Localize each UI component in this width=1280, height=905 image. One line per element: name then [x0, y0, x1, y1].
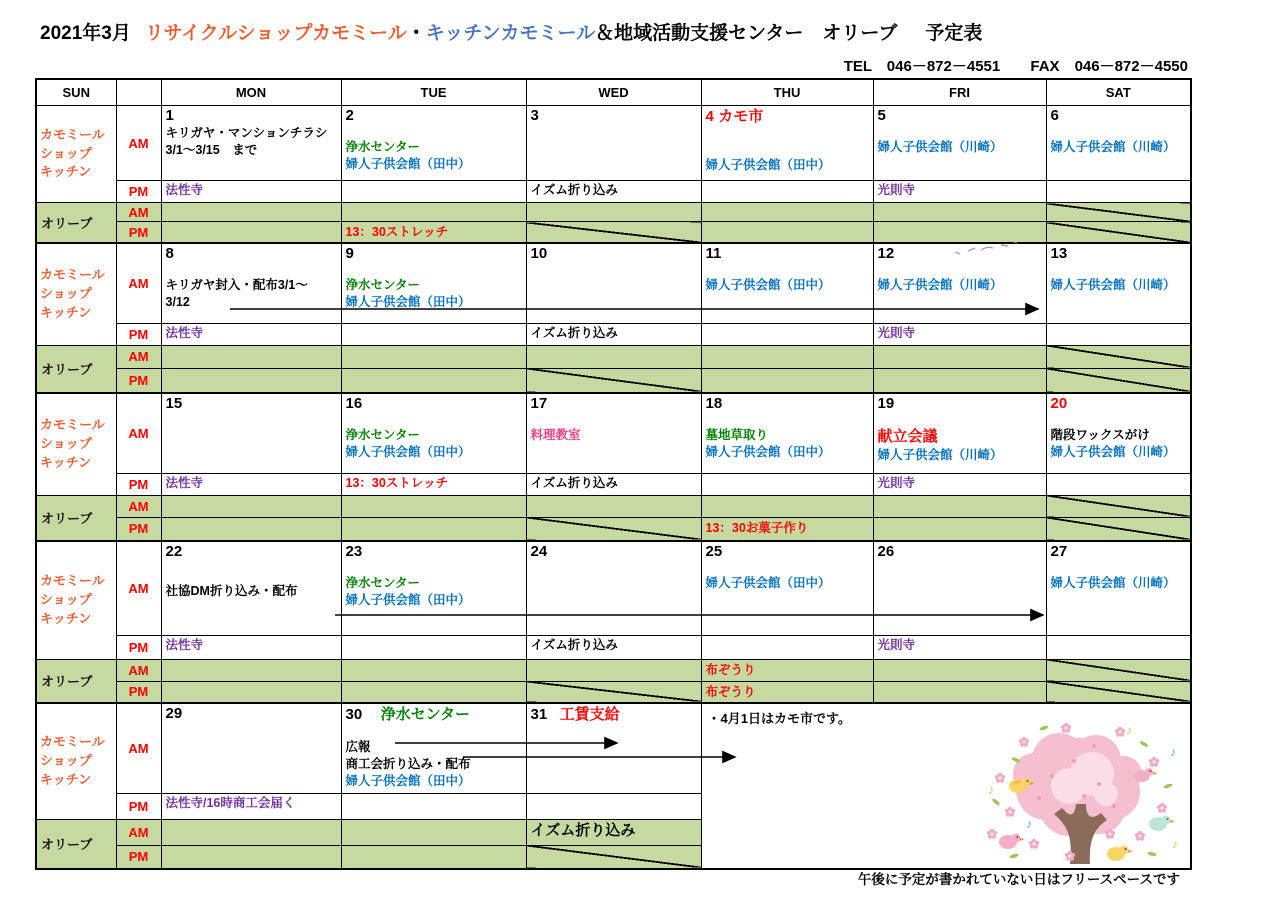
event-entry: イズム折り込み — [530, 475, 618, 490]
day-number: 17 — [530, 395, 548, 412]
event-entry: 法性寺/16時商工会届く — [165, 795, 296, 810]
cell-w5-wed-olive-pm-crossed — [526, 845, 701, 869]
pm-label: PM — [116, 473, 161, 495]
day-number: 29 — [165, 705, 183, 722]
event-entry: 13：30ストレッチ — [345, 225, 449, 239]
event-entry: 浄水センター — [345, 576, 421, 590]
cell-w1-wed-am — [526, 106, 701, 181]
cell-w1-thu-am — [701, 106, 873, 181]
day-number: 1 — [165, 107, 174, 124]
event-entry: 法性寺 — [165, 475, 204, 490]
cell-w2-fri-pm — [873, 323, 1046, 345]
am-label: AM — [116, 541, 161, 635]
cell-w3-mon-pm — [161, 473, 341, 495]
week3-pm-row — [36, 473, 1191, 495]
week2-olive-am-row — [36, 345, 1191, 368]
olive-label: オリーブ — [36, 659, 116, 703]
event-entry: 婦人子供会館（田中） — [345, 156, 471, 171]
title-month: 2021年3月 — [40, 23, 131, 44]
chamomile-label-line2: ショップ — [40, 435, 92, 451]
cell-w1-sat-olive-pm-crossed — [1046, 222, 1191, 244]
week5-am-row — [36, 703, 1191, 793]
cell-w3-tue-am — [341, 393, 526, 473]
cell-w4-fri-olive-pm — [873, 681, 1046, 703]
event-entry: 婦人子供会館（川崎） — [877, 140, 1003, 154]
day-number: 23 — [345, 543, 363, 560]
svg-text:♪: ♪ — [1170, 745, 1176, 759]
cell-w5-wed-pm — [526, 793, 701, 819]
day-number: 27 — [1050, 543, 1068, 560]
cell-w1-tue-olive-am — [341, 203, 526, 222]
week1-olive-am-row — [36, 203, 1191, 222]
cell-w4-mon-olive-pm — [161, 681, 341, 703]
cell-w1-mon-pm — [161, 181, 341, 203]
title-kitchen-name: キッチンカモミール — [425, 23, 596, 44]
title-center-name: ＆地域活動支援センター オリーブ — [595, 23, 898, 44]
cell-w2-fri-am — [873, 243, 1046, 323]
am-label: AM — [116, 495, 161, 517]
cell-w3-tue-olive-am — [341, 495, 526, 517]
cell-w2-fri-olive-pm — [873, 368, 1046, 393]
cell-w4-sat-am — [1046, 541, 1191, 635]
cell-w3-mon-olive-am — [161, 495, 341, 517]
week4-olive-am-row — [36, 659, 1191, 681]
cell-w4-thu-olive-am — [701, 659, 873, 681]
chamomile-label-line2: ショップ — [40, 285, 92, 301]
event-entry: 婦人子供会館（田中） — [345, 774, 471, 788]
cell-w2-wed-am — [526, 243, 701, 323]
event-entry: 光則寺 — [877, 475, 916, 490]
cell-w2-mon-pm — [161, 323, 341, 345]
cell-w3-thu-olive-pm — [701, 517, 873, 541]
event-entry: 婦人子供会館（川崎） — [877, 278, 1003, 292]
event-entry: 光則寺 — [877, 637, 916, 652]
cell-w2-tue-am — [341, 243, 526, 323]
olive-label: オリーブ — [36, 819, 116, 869]
event-entry: 法性寺 — [165, 183, 204, 197]
title-shop-name: リサイクルショップカモミール — [144, 23, 407, 44]
page-title — [40, 18, 982, 45]
cell-w4-wed-olive-am — [526, 659, 701, 681]
am-label: AM — [116, 106, 161, 181]
cell-w2-wed-olive-am — [526, 345, 701, 368]
cell-w3-wed-olive-pm-crossed — [526, 517, 701, 541]
event-title: 工賃支給 — [559, 706, 620, 723]
cell-w4-sat-olive-pm-crossed — [1046, 681, 1191, 703]
event-entry: 浄水センター — [345, 428, 421, 442]
am-label: AM — [116, 243, 161, 323]
svg-text:♪: ♪ — [1172, 837, 1178, 851]
cell-w1-tue-pm — [341, 181, 526, 203]
cell-w5-mon-olive-pm — [161, 845, 341, 869]
chamomile-label — [36, 703, 116, 819]
cell-w2-wed-olive-pm-crossed — [526, 368, 701, 393]
header-fri: FRI — [873, 79, 1046, 106]
cell-w3-sat-olive-am-crossed — [1046, 495, 1191, 517]
event-entry: 布ぞうり — [705, 684, 756, 699]
day-number: 5 — [877, 107, 886, 124]
event-entry: 婦人子供会館（田中） — [345, 444, 471, 459]
pm-label: PM — [116, 845, 161, 869]
cell-w1-fri-am — [873, 106, 1046, 181]
cell-w2-mon-olive-am — [161, 345, 341, 368]
event-entry: 墓地草取り — [705, 428, 769, 442]
event-entry: 階段ワックスがけ — [1050, 428, 1150, 442]
cell-w1-mon-olive-am — [161, 203, 341, 222]
event-title: 浄水センター — [380, 706, 471, 723]
event-entry: 商工会折り込み・配布 — [345, 757, 471, 772]
day-number: 19 — [877, 395, 895, 412]
cell-w1-wed-olive-pm-crossed — [526, 222, 701, 244]
chamomile-label-line3: キッチン — [40, 610, 92, 626]
cell-w3-fri-pm — [873, 473, 1046, 495]
tel-number: TEL 046－872－4551 — [843, 58, 1001, 75]
day-number: 30 — [345, 706, 363, 723]
event-entry: キリガヤ・マンションチラシ — [165, 126, 328, 140]
week4-am-row — [36, 541, 1191, 635]
cell-w3-tue-olive-pm — [341, 517, 526, 541]
cell-w2-tue-olive-pm — [341, 368, 526, 393]
day-number: 25 — [705, 543, 723, 560]
event-entry: 婦人子供会館（川崎） — [877, 448, 1003, 463]
cell-w2-thu-am — [701, 243, 873, 323]
cell-w3-fri-olive-pm — [873, 517, 1046, 541]
am-label: AM — [116, 819, 161, 845]
cell-w4-wed-pm — [526, 635, 701, 659]
cell-w1-sat-am — [1046, 106, 1191, 181]
cell-w4-wed-am — [526, 541, 701, 635]
cell-w1-thu-pm — [701, 181, 873, 203]
chamomile-label — [36, 243, 116, 345]
day-number: 6 — [1050, 107, 1059, 124]
olive-label: オリーブ — [36, 495, 116, 541]
event-entry: 法性寺 — [165, 637, 204, 652]
cell-w4-fri-olive-am — [873, 659, 1046, 681]
event-entry: 婦人子供会館（田中） — [705, 278, 831, 292]
event-entry: 婦人子供会館（川崎） — [1050, 576, 1176, 590]
pm-label: PM — [116, 793, 161, 819]
event-title: カモ市 — [718, 108, 764, 125]
day-number: 3 — [530, 107, 539, 124]
event-entry: 社協DM折り込み・配布 — [165, 584, 298, 598]
pm-label: PM — [116, 681, 161, 703]
day-number: 11 — [705, 245, 722, 262]
cell-w2-mon-am — [161, 243, 341, 323]
cell-w4-fri-am — [873, 541, 1046, 635]
event-entry: 布ぞうり — [705, 662, 756, 677]
cell-w5-tue-olive-pm — [341, 845, 526, 869]
week1-pm-row — [36, 181, 1191, 203]
event-entry: イズム折り込み — [530, 325, 618, 340]
cell-w4-mon-pm — [161, 635, 341, 659]
week3-olive-pm-row — [36, 517, 1191, 541]
header-sun: SUN — [36, 79, 116, 106]
cell-w2-wed-pm — [526, 323, 701, 345]
week1-am-row — [36, 106, 1191, 181]
event-entry: イズム折り込み — [530, 821, 636, 839]
cell-w4-wed-olive-pm-crossed — [526, 681, 701, 703]
cell-w3-sat-am — [1046, 393, 1191, 473]
cell-w4-tue-pm — [341, 635, 526, 659]
event-entry: 13：30お菓子作り — [705, 520, 809, 535]
cell-w3-fri-olive-am — [873, 495, 1046, 517]
event-entry: 婦人子供会館（田中） — [705, 444, 831, 459]
event-entry: 法性寺 — [165, 325, 204, 340]
cell-w3-thu-olive-am — [701, 495, 873, 517]
cell-w3-sat-pm — [1046, 473, 1191, 495]
cell-w2-sat-am — [1046, 243, 1191, 323]
event-entry: 婦人子供会館（田中） — [705, 158, 831, 173]
cell-w3-wed-pm — [526, 473, 701, 495]
cell-w1-tue-olive-pm — [341, 222, 526, 244]
event-entry: 婦人子供会館（田中） — [345, 294, 471, 309]
cell-w5-mon-am — [161, 703, 341, 793]
week2-olive-pm-row — [36, 368, 1191, 393]
title-suffix: 予定表 — [925, 23, 983, 44]
chamomile-label — [36, 106, 116, 203]
day-number: 31 — [530, 706, 548, 723]
cell-w1-mon-am — [161, 106, 341, 181]
am-label: AM — [116, 345, 161, 368]
cell-w1-fri-olive-am — [873, 203, 1046, 222]
cell-w2-sat-olive-pm-crossed — [1046, 368, 1191, 393]
event-entry: 3/1～3/15 まで — [165, 142, 258, 157]
am-label: AM — [116, 703, 161, 793]
am-label: AM — [116, 393, 161, 473]
day-number: 2 — [345, 107, 354, 124]
weekday-header-row — [36, 79, 1191, 106]
am-label: AM — [116, 203, 161, 222]
pm-label: PM — [116, 517, 161, 541]
cell-w1-wed-pm — [526, 181, 701, 203]
schedule-table — [35, 78, 1192, 870]
chamomile-label-line2: ショップ — [40, 752, 92, 768]
event-entry: 光則寺 — [877, 325, 916, 340]
header-wed: WED — [526, 79, 701, 106]
contact-info — [844, 55, 1188, 76]
chamomile-label-line3: キッチン — [40, 164, 92, 180]
cell-w1-mon-olive-pm — [161, 222, 341, 244]
cell-w3-thu-pm — [701, 473, 873, 495]
day-number: 12 — [877, 245, 895, 262]
title-separator: ・ — [406, 23, 426, 44]
cell-w4-thu-olive-pm — [701, 681, 873, 703]
cell-w4-sat-olive-am-crossed — [1046, 659, 1191, 681]
chamomile-label-line2: ショップ — [40, 145, 92, 161]
cell-w3-wed-olive-am — [526, 495, 701, 517]
chamomile-label-line1: カモミール — [40, 733, 105, 749]
cell-w5-wed-am — [526, 703, 701, 793]
cell-w3-wed-am — [526, 393, 701, 473]
day-number: 10 — [530, 245, 548, 262]
day-number: 20 — [1050, 395, 1068, 412]
week2-am-row — [36, 243, 1191, 323]
cell-w5-tue-am — [341, 703, 526, 793]
cell-w4-fri-pm — [873, 635, 1046, 659]
week3-olive-am-row — [36, 495, 1191, 517]
event-entry: キリガヤ封入・配布3/1～ — [165, 278, 308, 292]
cell-w1-sat-pm — [1046, 181, 1191, 203]
chamomile-label-line3: キッチン — [40, 771, 92, 787]
cell-w1-fri-olive-pm — [873, 222, 1046, 244]
cell-w4-sat-pm — [1046, 635, 1191, 659]
cell-w2-tue-olive-am — [341, 345, 526, 368]
chamomile-label-line1: カモミール — [40, 266, 105, 282]
day-number: 4 — [705, 108, 714, 125]
fax-number: FAX 046－872－4550 — [1030, 58, 1188, 75]
cell-w4-tue-am — [341, 541, 526, 635]
day-number: 16 — [345, 395, 363, 412]
cell-w3-mon-olive-pm — [161, 517, 341, 541]
week4-pm-row — [36, 635, 1191, 659]
cell-w2-thu-olive-am — [701, 345, 873, 368]
cell-w2-fri-olive-am — [873, 345, 1046, 368]
week3-am-row — [36, 393, 1191, 473]
event-entry: 浄水センター — [345, 140, 421, 154]
cell-w1-fri-pm — [873, 181, 1046, 203]
chamomile-label-line3: キッチン — [40, 304, 92, 320]
bird-pink-bottom-left — [999, 834, 1025, 850]
cell-w5-merged-notes — [701, 703, 1191, 869]
cell-w4-thu-am — [701, 541, 873, 635]
cell-w4-mon-olive-am — [161, 659, 341, 681]
day-number: 13 — [1050, 245, 1068, 262]
day-number: 18 — [705, 395, 723, 412]
day-number: 22 — [165, 543, 183, 560]
event-entry: 3/12 — [165, 294, 190, 309]
header-thu: THU — [701, 79, 873, 106]
cell-w1-wed-olive-am — [526, 203, 701, 222]
event-entry: イズム折り込み — [530, 637, 618, 652]
cell-w2-mon-olive-pm — [161, 368, 341, 393]
event-entry: イズム折り込み — [530, 183, 618, 197]
header-mon: MON — [161, 79, 341, 106]
event-entry: 婦人子供会館（田中） — [705, 576, 831, 590]
event-entry: 婦人子供会館（川崎） — [1050, 278, 1176, 292]
am-label: AM — [116, 659, 161, 681]
day-number: 15 — [165, 395, 183, 412]
event-entry: 浄水センター — [345, 278, 421, 292]
cherry-blossom-tree-illustration — [974, 716, 1184, 866]
day-number: 8 — [165, 245, 174, 262]
cell-w2-sat-pm — [1046, 323, 1191, 345]
cell-w5-tue-pm — [341, 793, 526, 819]
cell-w1-thu-olive-pm — [701, 222, 873, 244]
event-entry: 婦人子供会館（田中） — [345, 592, 471, 607]
chamomile-label-line1: カモミール — [40, 416, 105, 432]
day-number: 26 — [877, 543, 895, 560]
event-entry: 婦人子供会館（川崎） — [1050, 444, 1176, 459]
olive-label: オリーブ — [36, 203, 116, 244]
chamomile-label-line3: キッチン — [40, 454, 92, 470]
april-first-note: ・4月1日はカモ市です。 — [707, 711, 851, 726]
svg-text:♪: ♪ — [1026, 817, 1032, 831]
cell-w2-thu-pm — [701, 323, 873, 345]
week2-pm-row — [36, 323, 1191, 345]
cell-w3-sat-olive-pm-crossed — [1046, 517, 1191, 541]
day-number: 9 — [345, 245, 354, 262]
week4-olive-pm-row — [36, 681, 1191, 703]
cell-w4-mon-am — [161, 541, 341, 635]
bird-yellow-bottom — [1107, 846, 1133, 862]
event-entry: 料理教室 — [530, 428, 581, 442]
header-sat: SAT — [1046, 79, 1191, 106]
olive-label: オリーブ — [36, 345, 116, 393]
pm-label: PM — [116, 368, 161, 393]
event-entry: 献立会議 — [877, 428, 938, 445]
day-number: 24 — [530, 543, 548, 560]
event-entry: 婦人子供会館（川崎） — [1050, 140, 1176, 154]
chamomile-label-line1: カモミール — [40, 126, 105, 142]
week1-olive-pm-row — [36, 222, 1191, 244]
cell-w5-mon-pm — [161, 793, 341, 819]
header-blank — [116, 79, 161, 106]
chamomile-label — [36, 393, 116, 495]
svg-text:♪: ♪ — [988, 782, 995, 797]
cell-w5-wed-olive-am — [526, 819, 701, 845]
cell-w3-mon-am — [161, 393, 341, 473]
cell-w1-sat-olive-am-crossed — [1046, 203, 1191, 222]
pm-label: PM — [116, 635, 161, 659]
chamomile-label-line1: カモミール — [40, 572, 105, 588]
cell-w4-tue-olive-am — [341, 659, 526, 681]
pm-label: PM — [116, 181, 161, 203]
svg-text:♪: ♪ — [1126, 723, 1132, 737]
event-entry: 13：30ストレッチ — [345, 475, 449, 490]
pm-label: PM — [116, 323, 161, 345]
cell-w2-thu-olive-pm — [701, 368, 873, 393]
event-entry: 広報 — [345, 740, 371, 755]
cell-w1-tue-am — [341, 106, 526, 181]
cell-w4-thu-pm — [701, 635, 873, 659]
cell-w4-tue-olive-pm — [341, 681, 526, 703]
bird-mint-right — [1149, 816, 1175, 832]
chamomile-label-line2: ショップ — [40, 591, 92, 607]
cell-w2-sat-olive-am-crossed — [1046, 345, 1191, 368]
footer-note: 午後に予定が書かれていない日はフリースペースです — [857, 872, 1180, 887]
header-tue: TUE — [341, 79, 526, 106]
cell-w2-tue-pm — [341, 323, 526, 345]
cell-w3-fri-am — [873, 393, 1046, 473]
cell-w5-mon-olive-am — [161, 819, 341, 845]
cell-w3-thu-am — [701, 393, 873, 473]
cell-w1-thu-olive-am — [701, 203, 873, 222]
cell-w5-tue-olive-am — [341, 819, 526, 845]
chamomile-label — [36, 541, 116, 659]
cell-w3-tue-pm — [341, 473, 526, 495]
event-entry: 光則寺 — [877, 183, 916, 197]
pm-label: PM — [116, 222, 161, 244]
